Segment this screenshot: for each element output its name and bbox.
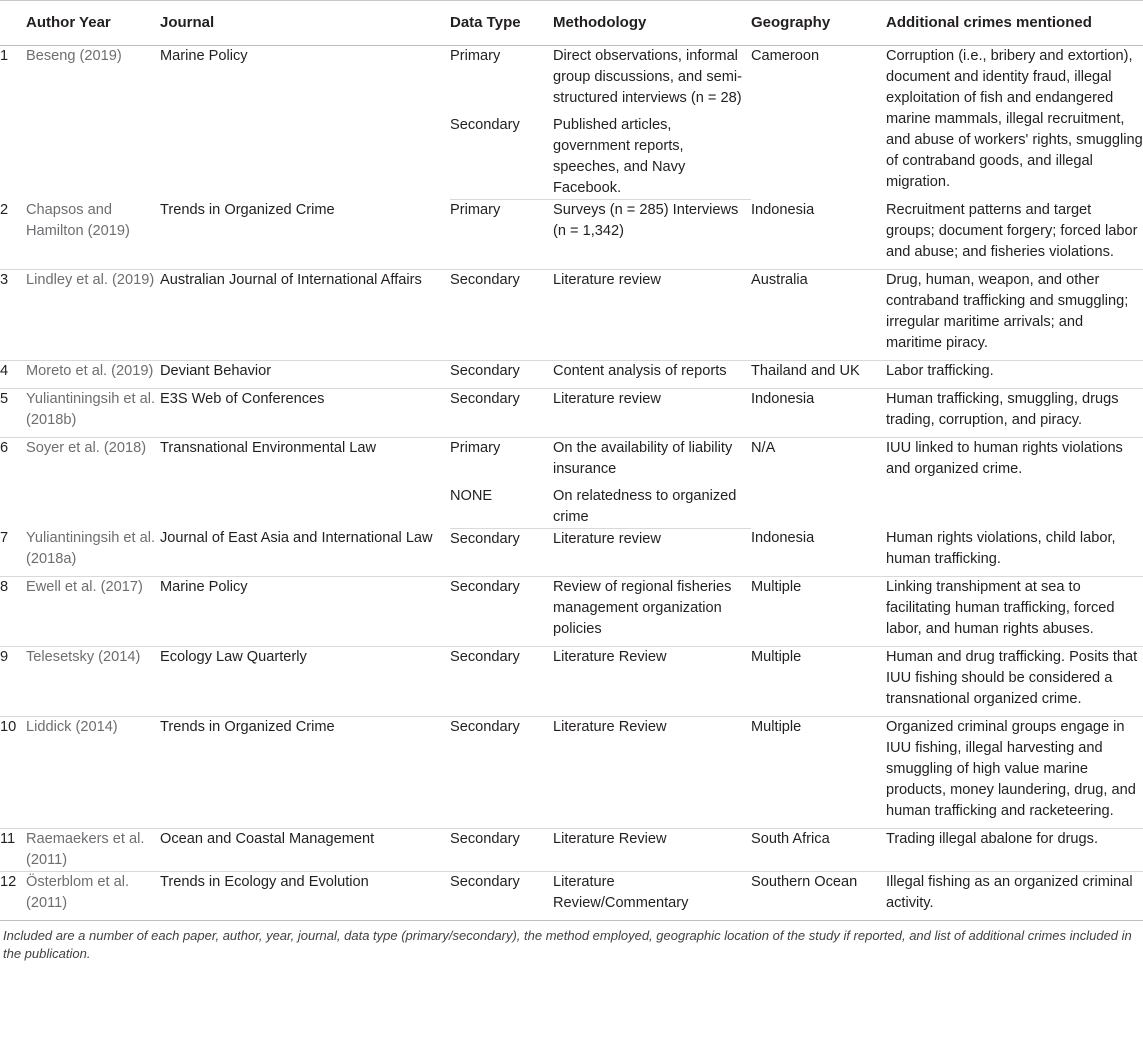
geography: Multiple [751, 577, 886, 647]
row-number: 12 [0, 872, 26, 921]
geography: Australia [751, 269, 886, 360]
journal: Marine Policy [160, 48, 248, 64]
journal: Trends in Ecology and Evolution [160, 872, 450, 921]
table-row [0, 269, 1143, 360]
journal: Deviant Behavior [160, 360, 450, 388]
data-type: Secondary [450, 829, 553, 872]
journal: Marine Policy [160, 577, 450, 647]
data-type: Secondary [450, 872, 553, 921]
row-number: 1 [0, 48, 9, 64]
methodology: Literature Review [553, 717, 751, 829]
geography: N/A [751, 439, 776, 456]
author-year: Telesetsky (2014) [26, 647, 160, 717]
methodology: Literature review [553, 388, 751, 437]
methodology: Content analysis of reports [553, 360, 751, 388]
geography: Indonesia [751, 200, 886, 270]
header-journal: Journal [160, 1, 450, 46]
methodology: On the availability of liability insurance [553, 439, 733, 477]
geography: Indonesia [751, 528, 886, 577]
table-row [0, 528, 1143, 577]
table-row [0, 388, 1143, 437]
table-row [0, 360, 1143, 388]
additional-crimes: Recruitment patterns and target groups; document forgery; forced labor and abuse; and fisheries violations. [886, 200, 1143, 270]
journal: Ocean and Coastal Management [160, 829, 450, 872]
table-row [0, 437, 1143, 486]
additional-crimes: Trading illegal abalone for drugs. [886, 829, 1143, 872]
author-year: Raemaekers et al. (2011) [26, 829, 160, 872]
author-year: Chapsos and Hamilton (2019) [26, 200, 160, 270]
data-type: Secondary [450, 577, 553, 647]
data-type: Secondary [450, 269, 553, 360]
row-number: 10 [0, 717, 26, 829]
methodology: Direct observations, informal group discussions, and semi-structured interviews (n = 28) [553, 48, 742, 106]
data-type: Primary [450, 48, 501, 64]
journal: Trends in Organized Crime [160, 200, 450, 270]
header-additional-crimes: Additional crimes mentioned [886, 1, 1143, 46]
table-row [0, 829, 1143, 872]
row-number: 2 [0, 200, 26, 270]
journal: Trends in Organized Crime [160, 717, 450, 829]
data-type: Secondary [450, 388, 553, 437]
additional-crimes: Human trafficking, smuggling, drugs trading, corruption, and piracy. [886, 388, 1143, 437]
methodology: Literature Review/Commentary [553, 872, 751, 921]
methodology: On relatedness to organized crime [553, 486, 751, 529]
table-row [0, 46, 1143, 116]
row-number: 9 [0, 647, 26, 717]
geography: Multiple [751, 647, 886, 717]
geography: Southern Ocean [751, 872, 886, 921]
geography: Multiple [751, 717, 886, 829]
data-type: Secondary [450, 360, 553, 388]
author-year: Österblom et al. (2011) [26, 872, 160, 921]
additional-crimes: Human and drug trafficking. Posits that IUU fishing should be considered a transnational organized crime. [886, 647, 1143, 717]
data-type: Secondary [450, 115, 553, 200]
data-type: Primary [450, 439, 501, 456]
geography: Thailand and UK [751, 360, 886, 388]
author-year: Liddick (2014) [26, 717, 160, 829]
author-year: Beseng (2019) [26, 48, 122, 64]
table-row [0, 577, 1143, 647]
row-number: 3 [0, 269, 26, 360]
header-methodology: Methodology [553, 1, 751, 46]
table-body [0, 46, 1143, 921]
additional-crimes: Drug, human, weapon, and other contraband trafficking and smuggling; irregular maritime arrivals; and maritime piracy. [886, 269, 1143, 360]
author-year: Ewell et al. (2017) [26, 577, 160, 647]
data-type: Secondary [450, 528, 553, 577]
row-number: 7 [0, 528, 26, 577]
journal: Ecology Law Quarterly [160, 647, 450, 717]
table-row [0, 872, 1143, 921]
table-caption: Included are a number of each paper, author, year, journal, data type (primary/secondary), the method employed, geographic location of the study if reported, and list of additional crimes included in the publication. [3, 928, 1132, 961]
table-row [0, 717, 1143, 829]
row-number: 6 [0, 439, 9, 456]
author-year: Soyer et al. (2018) [26, 439, 147, 456]
data-type: Secondary [450, 717, 553, 829]
data-type: NONE [450, 486, 553, 529]
journal: Journal of East Asia and International Law [160, 528, 450, 577]
header-author-year: Author Year [0, 1, 160, 46]
additional-crimes: Labor trafficking. [886, 360, 1143, 388]
author-year: Yuliantiningsih et al. (2018b) [26, 388, 160, 437]
journal: Transnational Environmental Law [160, 439, 377, 456]
methodology: Literature Review [553, 647, 751, 717]
row-number: 5 [0, 388, 26, 437]
additional-crimes: Linking transhipment at sea to facilitating human trafficking, forced labor, and human rights abuses. [886, 577, 1143, 647]
geography: South Africa [751, 829, 886, 872]
author-year: Lindley et al. (2019) [26, 269, 160, 360]
author-year: Yuliantiningsih et al. (2018a) [26, 528, 160, 577]
journal: Australian Journal of International Affairs [160, 269, 450, 360]
journal: E3S Web of Conferences [160, 388, 450, 437]
methodology: Surveys (n = 285) Interviews (n = 1,342) [553, 200, 751, 270]
header-data-type: Data Type [450, 1, 553, 46]
author-year: Moreto et al. (2019) [26, 360, 160, 388]
header-geography: Geography [751, 1, 886, 46]
additional-crimes: Corruption (i.e., bribery and extortion), document and identity fraud, illegal exploitation of fish and endangered marine mammals, illegal recruitment, and abuse of workers' rights, smuggling of contraband goods, and illegal migration. [886, 48, 1143, 190]
additional-crimes: Human rights violations, child labor, human trafficking. [886, 528, 1143, 577]
geography: Cameroon [751, 48, 820, 64]
data-type: Primary [450, 200, 553, 270]
data-type: Secondary [450, 647, 553, 717]
methodology: Literature review [553, 269, 751, 360]
additional-crimes: Organized criminal groups engage in IUU fishing, illegal harvesting and smuggling of high value marine products, money laundering, drug, and human trafficking and racketeering. [886, 717, 1143, 829]
additional-crimes: IUU linked to human rights violations and organized crime. [886, 439, 1123, 477]
row-number: 11 [0, 829, 26, 872]
methodology: Published articles, government reports, speeches, and Navy Facebook. [553, 115, 751, 200]
geography: Indonesia [751, 388, 886, 437]
additional-crimes: Illegal fishing as an organized criminal activity. [886, 872, 1143, 921]
table-row [0, 200, 1143, 270]
methodology: Literature Review [553, 829, 751, 872]
header-row [0, 1, 1143, 46]
table-row [0, 647, 1143, 717]
methodology: Review of regional fisheries management organization policies [553, 577, 751, 647]
row-number: 4 [0, 360, 26, 388]
methodology: Literature review [553, 528, 751, 577]
row-number: 8 [0, 577, 26, 647]
